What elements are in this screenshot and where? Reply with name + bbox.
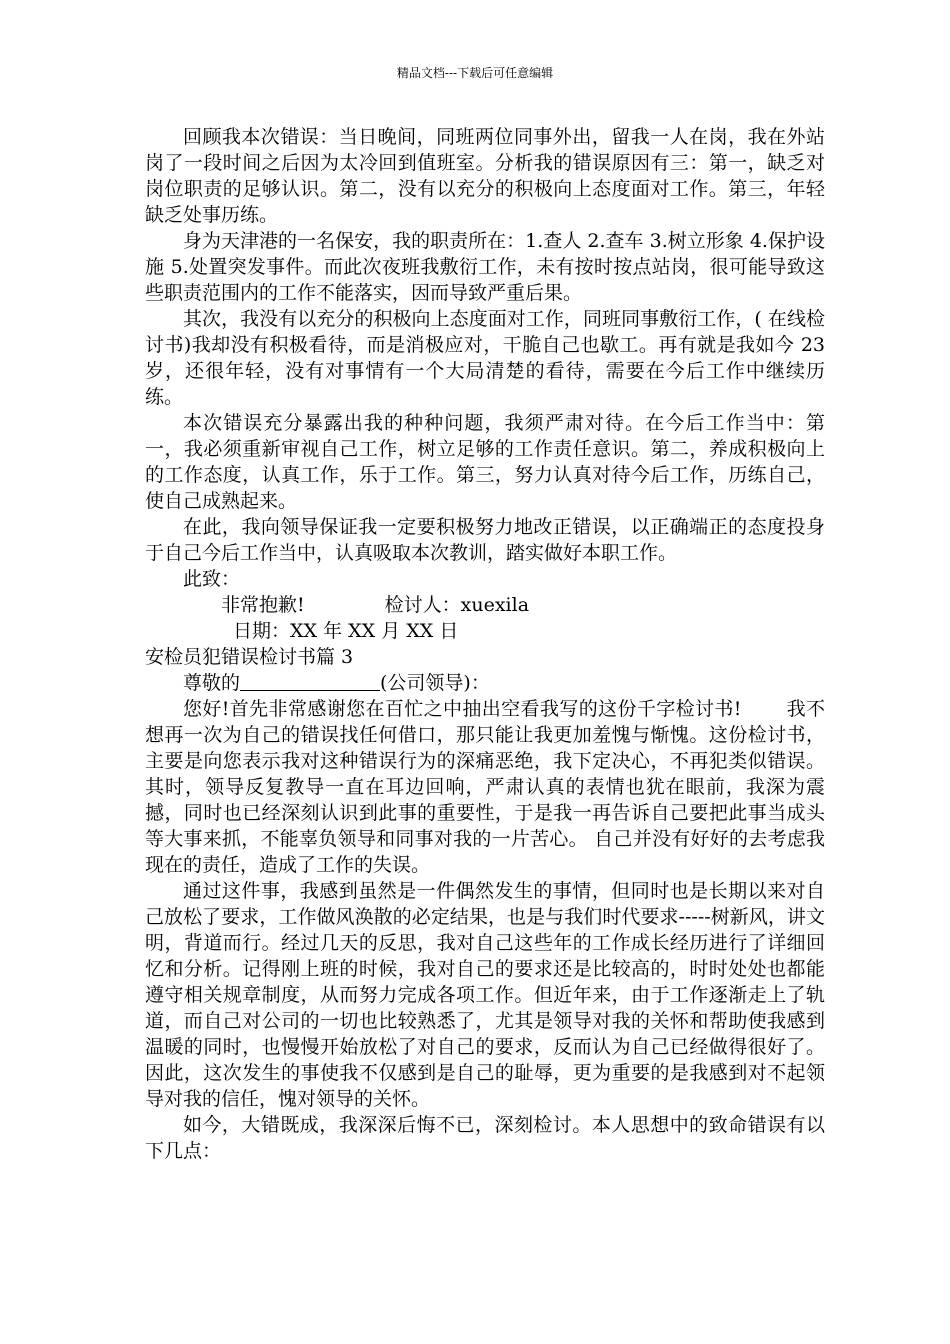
signature-line (145, 592, 825, 644)
salutation (145, 670, 825, 696)
closing-phrase: 此致： (183, 568, 241, 590)
signature-date: 日期：XX 年 XX 月 XX 日 (233, 620, 459, 642)
section-title: 安检员犯错误检讨书篇 3 (145, 646, 354, 668)
paragraph-exposed-problems: 本次错误充分暴露出我的种种问题，我须严肃对待。在今后工作当中：第一，我必须重新审视自己工作，树立足够的工作责任意识。第二，养成积极向上的工作态度，认真工作，乐于工作。第三，努力认真对待今后工作，历练自己，使自己成熟起来。 (145, 412, 825, 512)
paragraph-reflection: 通过这件事，我感到虽然是一件偶然发生的事情，但同时也是长期以来对自己放松了要求，工作做风涣散的必定结果，也是与我们时代要求-----树新风，讲文明，背道而行。经过几天的反思，我对自己这些年的工作成长经历进行了详细回忆和分析。记得刚上班的时候，我对自己的要求还是比较高的，时时处处也都能遵守相关规章制度，从而努力完成各项工作。但近年来，由于工作逐渐走上了轨道，而自己对公司的一切也比较熟悉了，尤其是领导对我的关怀和帮助使我感到温暖的同时，也慢慢开始放松了对自己的要求，反而认为自己已经做得很好了。因此，这次发生的事使我不仅感到是自己的耻辱，更为重要的是我感到对不起领导对我的信任，愧对领导的关怀。 (145, 880, 825, 1110)
salutation-suffix: (公司领导)： (380, 672, 490, 694)
page-header: 精品文档---下载后可任意编辑 (396, 66, 554, 80)
document-body (145, 124, 825, 1164)
salutation-prefix: 尊敬的 (183, 672, 241, 694)
paragraph-duties: 身为天津港的一名保安，我的职责所在：1.查人 2.查车 3.树立形象 4.保护设施 5.处置突发事件。而此次夜班我敷衍工作，未有按时按点站岗，很可能导致这些职责范围内的工作不能落实，因而导致严重后果。 (145, 230, 825, 304)
salutation-blank-line (240, 672, 380, 691)
paragraph-errors-intro: 如今，大错既成，我深深后悔不已，深刻检讨。本人思想中的致命错误有以下几点： (145, 1114, 825, 1162)
signature-reviewer: 检讨人：xuexila (384, 594, 530, 616)
paragraph-secondly: 其次，我没有以充分的积极向上态度面对工作，同班同事敷衍工作，( 在线检讨书)我却没有积极看待，而是消极应对，干脆自己也歇工。再有就是我如今 23 岁，还很年轻，没有对事情有一个大局清楚的看待，需要在今后工作中继续历练。 (145, 308, 825, 408)
paragraph-greeting: 您好!首先非常感谢您在百忙之中抽出空看我写的这份千字检讨书! 我不想再一次为自己的错误找任何借口，那只能让我更加羞愧与惭愧。这份检讨书，主要是向您表示我对这种错误行为的深痛恶绝，我下定决心，不再犯类似错误。其时，领导反复教导一直在耳边回响，严肃认真的表情也犹在眼前，我深为震撼，同时也已经深刻认识到此事的重要性，于是我一再告诉自己要把此事当成头等大事来抓，不能辜负领导和同事对我的一片苦心。 自己并没有好好的去考虑我现在的责任，造成了工作的失误。 (145, 698, 825, 876)
paragraph-review: 回顾我本次错误：当日晚间，同班两位同事外出，留我一人在岗，我在外站岗了一段时间之后因为太冷回到值班室。分析我的错误原因有三：第一，缺乏对岗位职责的足够认识。第二，没有以充分的积极向上态度面对工作。第三，年轻缺乏处事历练。 (145, 126, 825, 226)
paragraph-guarantee: 在此，我向领导保证我一定要积极努力地改正错误，以正确端正的态度投身于自己今后工作当中，认真吸取本次教训，踏实做好本职工作。 (145, 516, 825, 564)
signature-apology: 非常抱歉! (221, 594, 305, 616)
